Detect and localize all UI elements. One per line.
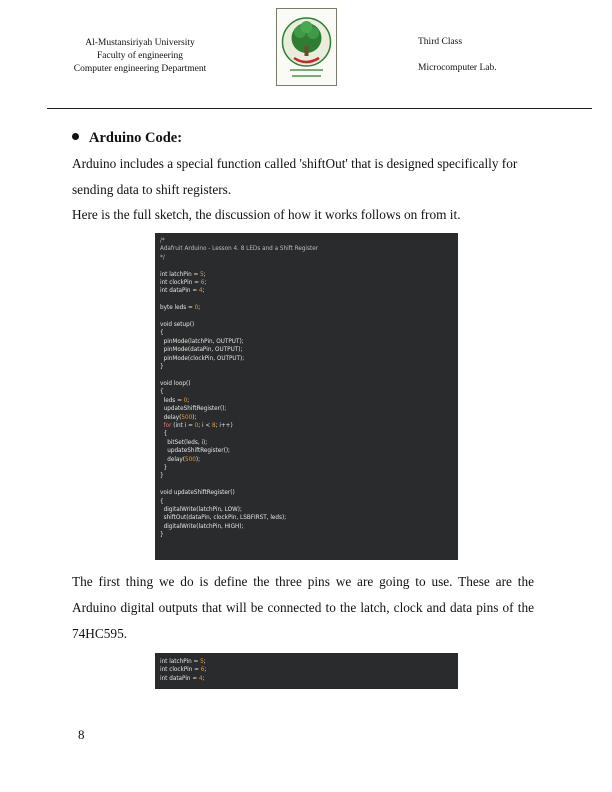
code-line: leds = 0; bbox=[160, 397, 190, 404]
code-line: { bbox=[160, 498, 164, 505]
code-line: /* bbox=[160, 238, 165, 244]
code-line: */ bbox=[160, 254, 165, 261]
header-course-info bbox=[418, 36, 538, 75]
code-line: } bbox=[160, 464, 168, 471]
header-university-info bbox=[60, 37, 220, 76]
bullet-icon bbox=[72, 133, 79, 140]
code-line: void loop() bbox=[160, 380, 191, 387]
code-line: { bbox=[160, 330, 164, 337]
university-emblem-icon bbox=[276, 8, 337, 86]
code-line: delay(500); bbox=[160, 414, 197, 421]
code-line bbox=[160, 372, 453, 380]
code-line: pinMode(latchPin, OUTPUT); bbox=[160, 338, 244, 345]
paragraph-pin-definitions: The first thing we do is define the three pins we are going to use. These are the Arduino digital outputs that will be connected to the latch, clock and data pins of the 74HC595. bbox=[72, 574, 534, 641]
class-label: Third Class bbox=[418, 37, 463, 47]
code-line bbox=[160, 481, 453, 489]
lab-label: Microcomputer Lab. bbox=[418, 63, 497, 73]
code-line: { bbox=[160, 389, 164, 396]
section-heading bbox=[72, 130, 182, 147]
code-line: int clockPin = 6; bbox=[160, 280, 207, 287]
code-line: byte leds = 0; bbox=[160, 305, 201, 312]
code-line: delay(500); bbox=[160, 456, 200, 463]
code-line bbox=[160, 313, 453, 321]
code-line: updateShiftRegister(); bbox=[160, 406, 227, 413]
code-line: { bbox=[160, 431, 168, 438]
code-line: digitalWrite(latchPin, HIGH); bbox=[160, 523, 244, 530]
code-line: void setup() bbox=[160, 322, 195, 329]
code-line: pinMode(clockPin, OUTPUT); bbox=[160, 355, 245, 362]
code-line: for (int i = 0; i < 8; i++) bbox=[163, 422, 233, 429]
code-line: digitalWrite(latchPin, LOW); bbox=[160, 507, 242, 513]
code-line: int dataPin = 4; bbox=[160, 675, 205, 682]
code-line: } bbox=[160, 532, 164, 539]
code-line: pinMode(dataPin, OUTPUT); bbox=[160, 347, 243, 354]
header-divider bbox=[47, 108, 592, 109]
code-line: } bbox=[160, 364, 164, 371]
faculty-name: Faculty of engineering bbox=[96, 51, 183, 61]
page-number: 8 bbox=[78, 727, 85, 742]
code-line: shiftOut(dataPin, clockPin, LSBFIRST, leds); bbox=[160, 515, 287, 522]
code-line bbox=[160, 296, 453, 304]
code-line: int latchPin = 5; bbox=[160, 659, 206, 665]
university-name: Al-Mustansiriyah University bbox=[85, 38, 195, 48]
department-name: Computer engineering Department bbox=[73, 64, 207, 74]
code-line: int dataPin = 4; bbox=[160, 288, 205, 295]
code-line: bitSet(leds, i); bbox=[160, 439, 208, 446]
code-line: } bbox=[160, 473, 164, 480]
code-line: int latchPin = 5; bbox=[160, 271, 206, 278]
section-heading-text: Arduino Code: bbox=[89, 130, 183, 146]
code-line: void updateShiftRegister() bbox=[160, 490, 235, 497]
code-line: updateShiftRegister(); bbox=[160, 448, 230, 455]
code-block-full-sketch bbox=[155, 233, 458, 560]
code-line: int clockPin = 6; bbox=[160, 667, 207, 674]
code-line: Adafruit Arduino - Lesson 4. 8 LEDs and a Shift Register bbox=[160, 246, 319, 253]
code-line bbox=[160, 262, 453, 270]
paragraph-sketch-intro: Here is the full sketch, the discussion of how it works follows on from it. bbox=[72, 207, 461, 222]
code-block-pin-definitions bbox=[155, 653, 458, 689]
paragraph-shiftout-intro: Arduino includes a special function called 'shiftOut' that is designed specifically for sending data to shift registers. bbox=[72, 156, 518, 197]
